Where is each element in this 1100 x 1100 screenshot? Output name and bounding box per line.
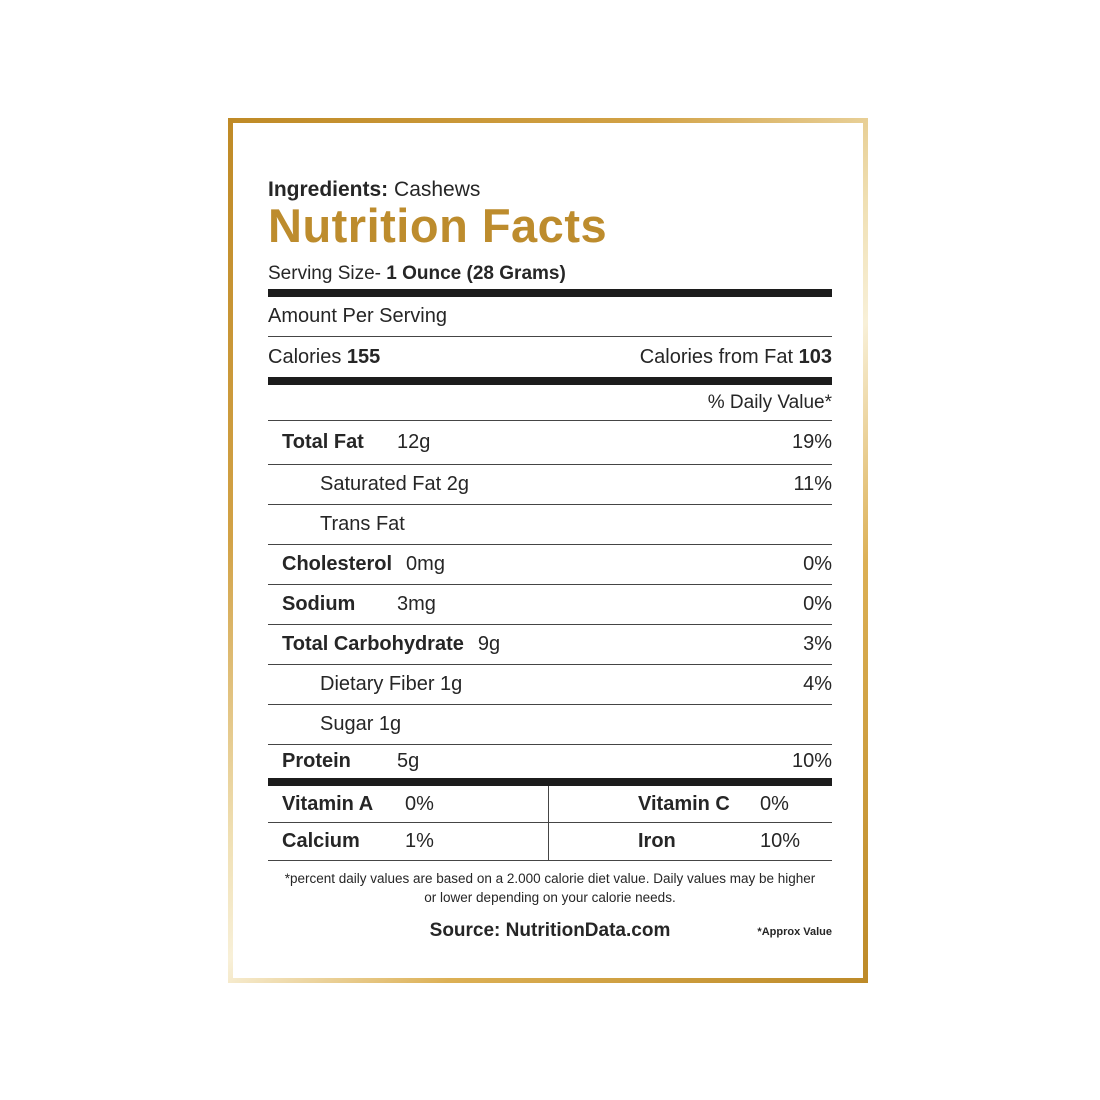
ingredients-value: Cashews: [394, 178, 481, 201]
micro-value: 10%: [760, 830, 801, 852]
serving-line: [268, 263, 832, 285]
footnote: [268, 869, 832, 907]
nutrient-name: Cholesterol: [282, 553, 393, 575]
nutrient-dv: 19%: [791, 430, 832, 453]
micro-cell: [268, 823, 548, 860]
calories-from-fat-cell: [640, 346, 832, 369]
nutrient-name: Total Fat: [282, 430, 364, 453]
nutrient-name: Saturated Fat 2g: [320, 473, 469, 495]
label-frame: [228, 118, 868, 983]
daily-value-header-label: % Daily Value*: [707, 391, 832, 413]
source-row: [268, 920, 832, 950]
nutrient-amount: 0mg: [406, 553, 445, 575]
micro-name: Calcium: [282, 830, 360, 852]
calories-row: [268, 337, 832, 377]
calories-cell: [268, 346, 380, 369]
micro-name: Iron: [638, 830, 676, 852]
calories-from-fat-label: Calories from Fat: [639, 345, 794, 368]
amount-per-serving-label: Amount Per Serving: [268, 305, 447, 327]
nutrient-row: [268, 465, 832, 505]
nutrient-rows: [268, 420, 832, 778]
micro-cell: [268, 786, 548, 823]
nutrient-name: Total Carbohydrate: [282, 633, 464, 655]
nutrient-dv: 4%: [803, 673, 832, 695]
micro-name: Vitamin C: [638, 792, 730, 815]
nutrient-dv: 11%: [793, 473, 832, 495]
nutrient-name: Trans Fat: [320, 513, 405, 535]
nutrient-amount: 9g: [477, 633, 501, 655]
nutrient-row: [268, 705, 832, 745]
label-inner: [233, 123, 863, 978]
divider-bar-mid: [268, 377, 832, 385]
calories-label: Calories: [268, 345, 342, 368]
micro-cell: [548, 786, 832, 823]
footnote-line-1: *percent daily values are based on a 2.000 calorie diet value. Daily values may be higher: [284, 871, 816, 886]
nutrient-row: [268, 545, 832, 585]
ingredients-label: Ingredients:: [268, 178, 389, 201]
nutrient-dv: 0%: [803, 593, 832, 615]
nutrient-name: Sugar 1g: [320, 713, 402, 735]
nutrient-dv: 0%: [803, 553, 832, 575]
calories-value: 155: [346, 345, 381, 368]
label-title: Nutrition Facts: [268, 199, 608, 252]
calories-from-fat-value: 103: [798, 345, 832, 368]
nutrient-dv: 3%: [803, 633, 832, 655]
label-content: [268, 123, 832, 978]
micros-table: [268, 786, 832, 861]
nutrient-row: [268, 665, 832, 705]
serving-label: Serving Size-: [268, 263, 381, 284]
nutrient-name: Sodium: [282, 593, 356, 615]
serving-value: 1 Ounce (28 Grams): [386, 263, 566, 284]
micro-value: 0%: [405, 792, 434, 815]
nutrient-name: Protein: [282, 750, 351, 772]
daily-value-header: [268, 385, 832, 421]
micro-value: 1%: [405, 830, 434, 852]
micro-name: Vitamin A: [282, 792, 374, 815]
divider-bar-top: [268, 289, 832, 297]
nutrient-row: [268, 420, 832, 465]
nutrient-amount: 3mg: [397, 593, 436, 615]
nutrient-dv: 10%: [791, 750, 832, 772]
amount-per-serving: [268, 297, 832, 337]
footnote-line-2: or lower depending on your calorie needs.: [424, 890, 676, 905]
nutrient-row: [268, 745, 832, 778]
approx-value-note: *Approx Value: [757, 926, 832, 938]
nutrient-row: [268, 505, 832, 545]
nutrient-amount: 5g: [397, 750, 420, 772]
nutrient-row: [268, 625, 832, 665]
nutrient-row: [268, 585, 832, 625]
nutrient-name: Dietary Fiber 1g: [320, 673, 463, 695]
micro-value: 0%: [760, 792, 789, 815]
source-line: Source: NutritionData.com: [429, 920, 671, 941]
nutrient-amount: 12g: [397, 430, 431, 453]
micro-cell: [548, 823, 832, 860]
divider-bar-bottom: [268, 778, 832, 786]
